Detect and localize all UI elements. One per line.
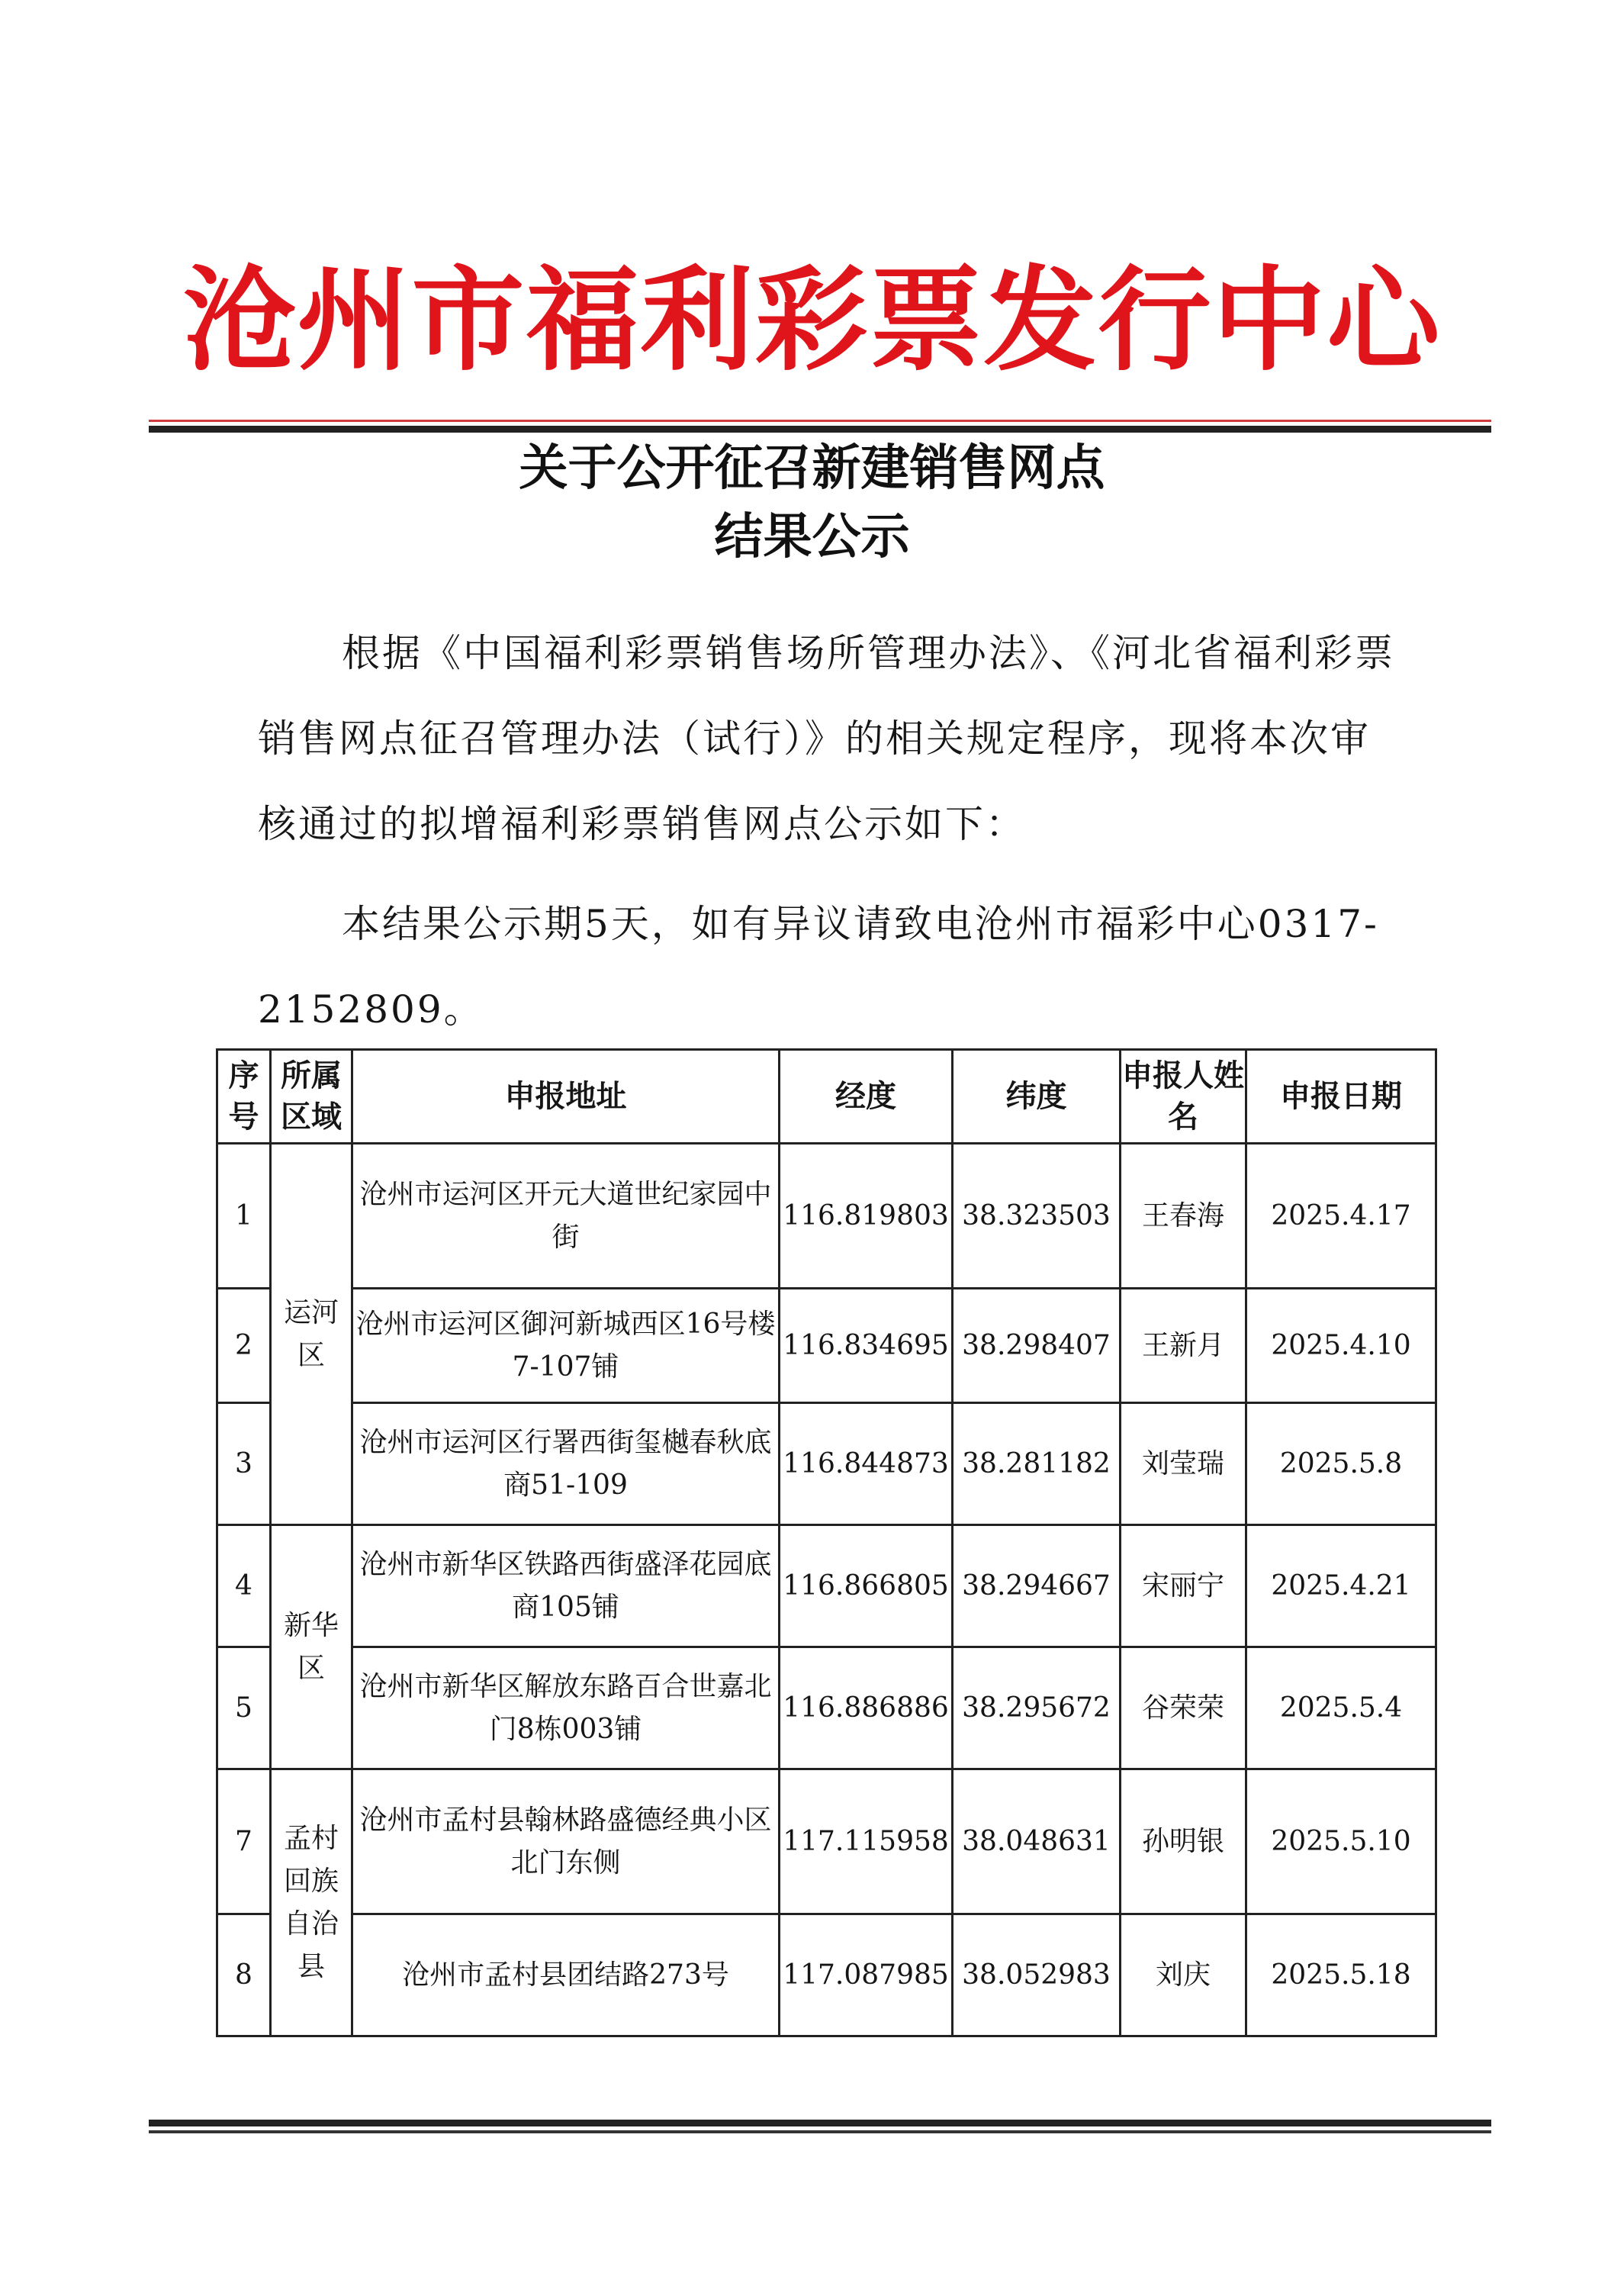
intro-paragraph — [258, 610, 1410, 867]
cell-longitude: 117.087985 — [780, 1914, 953, 2036]
cell-date: 2025.5.8 — [1246, 1403, 1436, 1525]
header-latitude: 纬度 — [953, 1050, 1121, 1144]
cell-latitude: 38.294667 — [953, 1525, 1121, 1647]
header-address: 申报地址 — [352, 1050, 780, 1144]
objection-text: 本结果公示期5天，如有异议请致电沧州市福彩中心0317-2152809。 — [258, 902, 1379, 1032]
table-row — [217, 1525, 1436, 1647]
table-row — [217, 1769, 1436, 1914]
cell-applicant: 王春海 — [1121, 1144, 1246, 1289]
cell-no: 1 — [217, 1144, 271, 1289]
cell-no: 5 — [217, 1647, 271, 1769]
cell-address: 沧州市孟村县团结路273号 — [352, 1914, 780, 2036]
footer-rule — [149, 2120, 1491, 2133]
intro-text: 根据《中国福利彩票销售场所管理办法》、《河北省福利彩票销售网点征召管理办法（试行）》的相关规定程序，现将本次审核通过的拟增福利彩票销售网点公示如下： — [258, 631, 1395, 846]
cell-longitude: 117.115958 — [780, 1769, 953, 1914]
cell-longitude: 116.819803 — [780, 1144, 953, 1289]
cell-region: 运河区 — [271, 1144, 352, 1525]
header-applicant: 申报人姓名 — [1121, 1050, 1246, 1144]
header-rule — [149, 420, 1491, 433]
cell-address: 沧州市运河区开元大道世纪家园中街 — [352, 1144, 780, 1289]
cell-date: 2025.5.10 — [1246, 1769, 1436, 1914]
header-longitude: 经度 — [780, 1050, 953, 1144]
cell-address: 沧州市孟村县翰林路盛德经典小区北门东侧 — [352, 1769, 780, 1914]
cell-date: 2025.5.18 — [1246, 1914, 1436, 2036]
cell-address: 沧州市运河区行署西街玺樾春秋底商51-109 — [352, 1403, 780, 1525]
header-date: 申报日期 — [1246, 1050, 1436, 1144]
cell-no: 4 — [217, 1525, 271, 1647]
cell-longitude: 116.866805 — [780, 1525, 953, 1647]
masthead-title: 沧州市福利彩票发行中心 — [182, 253, 1442, 386]
cell-applicant: 谷荣荣 — [1121, 1647, 1246, 1769]
cell-latitude: 38.052983 — [953, 1914, 1121, 2036]
cell-applicant: 宋丽宁 — [1121, 1525, 1246, 1647]
cell-date: 2025.4.21 — [1246, 1525, 1436, 1647]
table-row — [217, 1289, 1436, 1403]
cell-latitude: 38.295672 — [953, 1647, 1121, 1769]
cell-date: 2025.4.17 — [1246, 1144, 1436, 1289]
cell-no: 8 — [217, 1914, 271, 2036]
cell-address: 沧州市新华区解放东路百合世嘉北门8栋003铺 — [352, 1647, 780, 1769]
document-title-line2: 结果公示 — [714, 509, 910, 565]
cell-applicant: 王新月 — [1121, 1289, 1246, 1403]
cell-region: 新华区 — [271, 1525, 352, 1769]
cell-longitude: 116.834695 — [780, 1289, 953, 1403]
objection-paragraph — [258, 881, 1410, 1052]
table-row — [217, 1647, 1436, 1769]
cell-longitude: 116.886886 — [780, 1647, 953, 1769]
cell-latitude: 38.281182 — [953, 1403, 1121, 1525]
cell-region: 孟村回族自治县 — [271, 1769, 352, 2036]
document-title-line1: 关于公开征召新建销售网点 — [519, 440, 1105, 497]
cell-date: 2025.4.10 — [1246, 1289, 1436, 1403]
cell-applicant: 孙明银 — [1121, 1769, 1246, 1914]
cell-applicant: 刘莹瑞 — [1121, 1403, 1246, 1525]
cell-date: 2025.5.4 — [1246, 1647, 1436, 1769]
cell-address: 沧州市新华区铁路西街盛泽花园底商105铺 — [352, 1525, 780, 1647]
sales-site-table — [216, 1048, 1437, 2037]
cell-address: 沧州市运河区御河新城西区16号楼7-107铺 — [352, 1289, 780, 1403]
cell-no: 2 — [217, 1289, 271, 1403]
table-row — [217, 1914, 1436, 2036]
cell-latitude: 38.298407 — [953, 1289, 1121, 1403]
cell-latitude: 38.323503 — [953, 1144, 1121, 1289]
table-row — [217, 1403, 1436, 1525]
header-region: 所属区域 — [271, 1050, 352, 1144]
cell-no: 3 — [217, 1403, 271, 1525]
cell-no: 7 — [217, 1769, 271, 1914]
cell-latitude: 38.048631 — [953, 1769, 1121, 1914]
cell-longitude: 116.844873 — [780, 1403, 953, 1525]
table-header-row — [217, 1050, 1436, 1144]
table-row — [217, 1144, 1436, 1289]
cell-applicant: 刘庆 — [1121, 1914, 1246, 2036]
header-no: 序号 — [217, 1050, 271, 1144]
